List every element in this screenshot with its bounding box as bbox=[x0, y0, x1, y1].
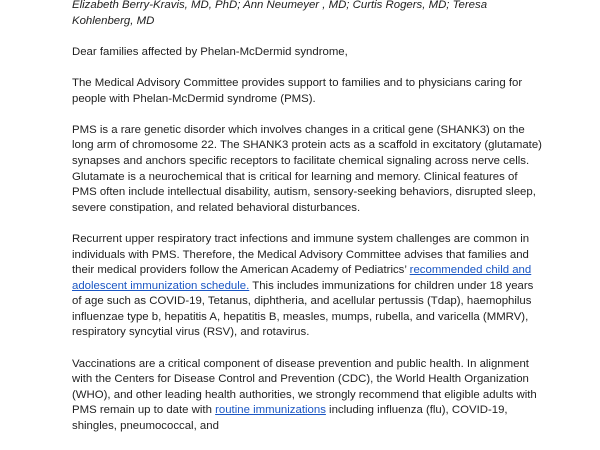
spacer bbox=[72, 107, 542, 123]
spacer bbox=[72, 341, 542, 357]
salutation: Dear families affected by Phelan-McDermid syndrome, bbox=[72, 45, 348, 58]
routine-immunizations-link[interactable]: routine immunizations bbox=[215, 404, 326, 417]
vaccination-paragraph bbox=[72, 357, 542, 435]
letter-page bbox=[72, 0, 542, 435]
vaccination-text-after: including influenza (flu), COVID-19, shingles, pneumococcal, and bbox=[72, 404, 508, 433]
immunization-text-after: This includes immunizations for children under 18 years of age such as COVID-19, Tetanus, diphtheria, and acellular pertussis (Tdap), haemophilus influenzae type b, hepatitis A, hepatitis B, measles, mumps, rubella, and varicella (MMRV), respiratory syncytial virus (RSV), and rotavirus. bbox=[72, 279, 534, 339]
spacer bbox=[72, 29, 542, 45]
immunization-text-before: Recurrent upper respiratory tract infections and immune system challenges are common in individuals with PMS. Therefore, the Medical Advisory Committee advises that families and their medical providers follow the American Academy of Pediatrics’ bbox=[72, 232, 530, 277]
author-list: Elizabeth Berry-Kravis, MD, PhD; Ann Neumeyer , MD; Curtis Rogers, MD; Teresa Kohlenberg, MD bbox=[72, 0, 488, 27]
spacer bbox=[72, 60, 542, 76]
pms-description-paragraph: PMS is a rare genetic disorder which involves changes in a critical gene (SHANK3) on the long arm of chromosome 22. The SHANK3 protein acts as a scaffold in excitatory (glutamate) synapses and anchors specific receptors to facilitate chemical signaling across nerve cells. Glutamate is a neurochemical that is critical for learning and memory. Clinical features of PMS often include intellectual disability, autism, sensory-seeking behaviors, disrupted sleep, severe constipation, and related behavioral disturbances. bbox=[72, 123, 542, 214]
immunization-schedule-link[interactable]: recommended child and adolescent immunization schedule. bbox=[72, 264, 532, 292]
vaccination-text-before: Vaccinations are a critical component of disease prevention and public health. In alignment with the Centers for Disease Control and Prevention (CDC), the World Health Organization (WHO), and other leading health authorities, we strongly recommend that eligible adults with PMS remain up to date with bbox=[72, 357, 537, 417]
immunization-paragraph bbox=[72, 232, 542, 341]
intro-paragraph: The Medical Advisory Committee provides support to families and to physicians caring for people with Phelan-McDermid syndrome (PMS). bbox=[72, 76, 523, 105]
spacer bbox=[72, 216, 542, 232]
